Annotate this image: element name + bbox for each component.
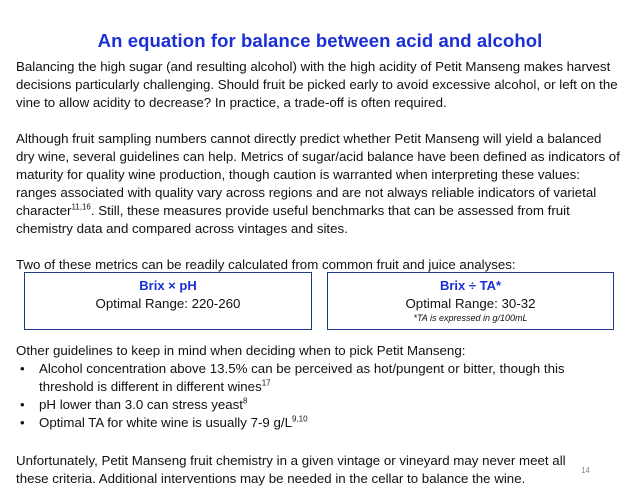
metrics-intro: Two of these metrics can be readily calculated from common fruit and juice analyses: (16, 257, 516, 272)
page-number: 14 (581, 466, 590, 475)
metric-title: Brix × pH (139, 278, 197, 293)
metric-range: Optimal Range: 30-32 (405, 296, 536, 311)
guidelines-section (16, 342, 620, 432)
metric-title: Brix ÷ TA* (439, 278, 502, 293)
metric-range: Optimal Range: 220-260 (95, 296, 241, 311)
guidelines-list (16, 360, 620, 432)
bullet-text: Alcohol concentration above 13.5% can be perceived as hot/pungent or bitter, though this threshold is different in different wines (39, 361, 565, 394)
metric-note: *TA is expressed in g/100mL (413, 313, 528, 323)
citation-superscript: 8 (243, 396, 248, 406)
slide-title: An equation for balance between acid and alcohol (97, 30, 543, 51)
citation-superscript: 11,16 (71, 202, 91, 212)
bullet-text: pH lower than 3.0 can stress yeast (39, 397, 243, 412)
bullet-text: Optimal TA for white wine is usually 7-9 g/L (39, 415, 292, 430)
guidelines-intro: Other guidelines to keep in mind when deciding when to pick Petit Manseng: (16, 343, 466, 358)
guidelines-paragraph-text-end: . Still, these measures provide useful benchmarks that can be assessed from fruit chemistry data and compared across vintages and sites. (16, 203, 570, 236)
list-item (16, 396, 620, 414)
citation-superscript: 9,10 (292, 414, 308, 424)
list-item (16, 360, 620, 396)
metric-box-brix-ph (24, 272, 312, 330)
guidelines-paragraph-text: Although fruit sampling numbers cannot directly predict whether Petit Manseng will yield a balanced dry wine, several guidelines can help. Metrics of sugar/acid balance have been defined as indicators of maturity for quality wine production, though caution is warranted when interpreting these values: ranges associated with quality vary across regions and are not always reliable indicators of varietal character (16, 131, 620, 218)
citation-superscript: 17 (261, 378, 271, 388)
list-item (16, 414, 620, 432)
closing-paragraph: Unfortunately, Petit Manseng fruit chemistry in a given vintage or vineyard may never meet all these criteria. Additional interventions may be needed in the cellar to balance the wine. (16, 453, 566, 486)
intro-paragraph: Balancing the high sugar (and resulting alcohol) with the high acidity of Petit Manseng makes harvest decisions particularly challenging. Should fruit be picked early to avoid excessive alcohol, or left on the vine to allow acidity to decrease? In practice, a trade-off is often required. (16, 59, 618, 110)
metric-box-brix-ta (327, 272, 614, 330)
guidelines-paragraph (16, 130, 620, 238)
